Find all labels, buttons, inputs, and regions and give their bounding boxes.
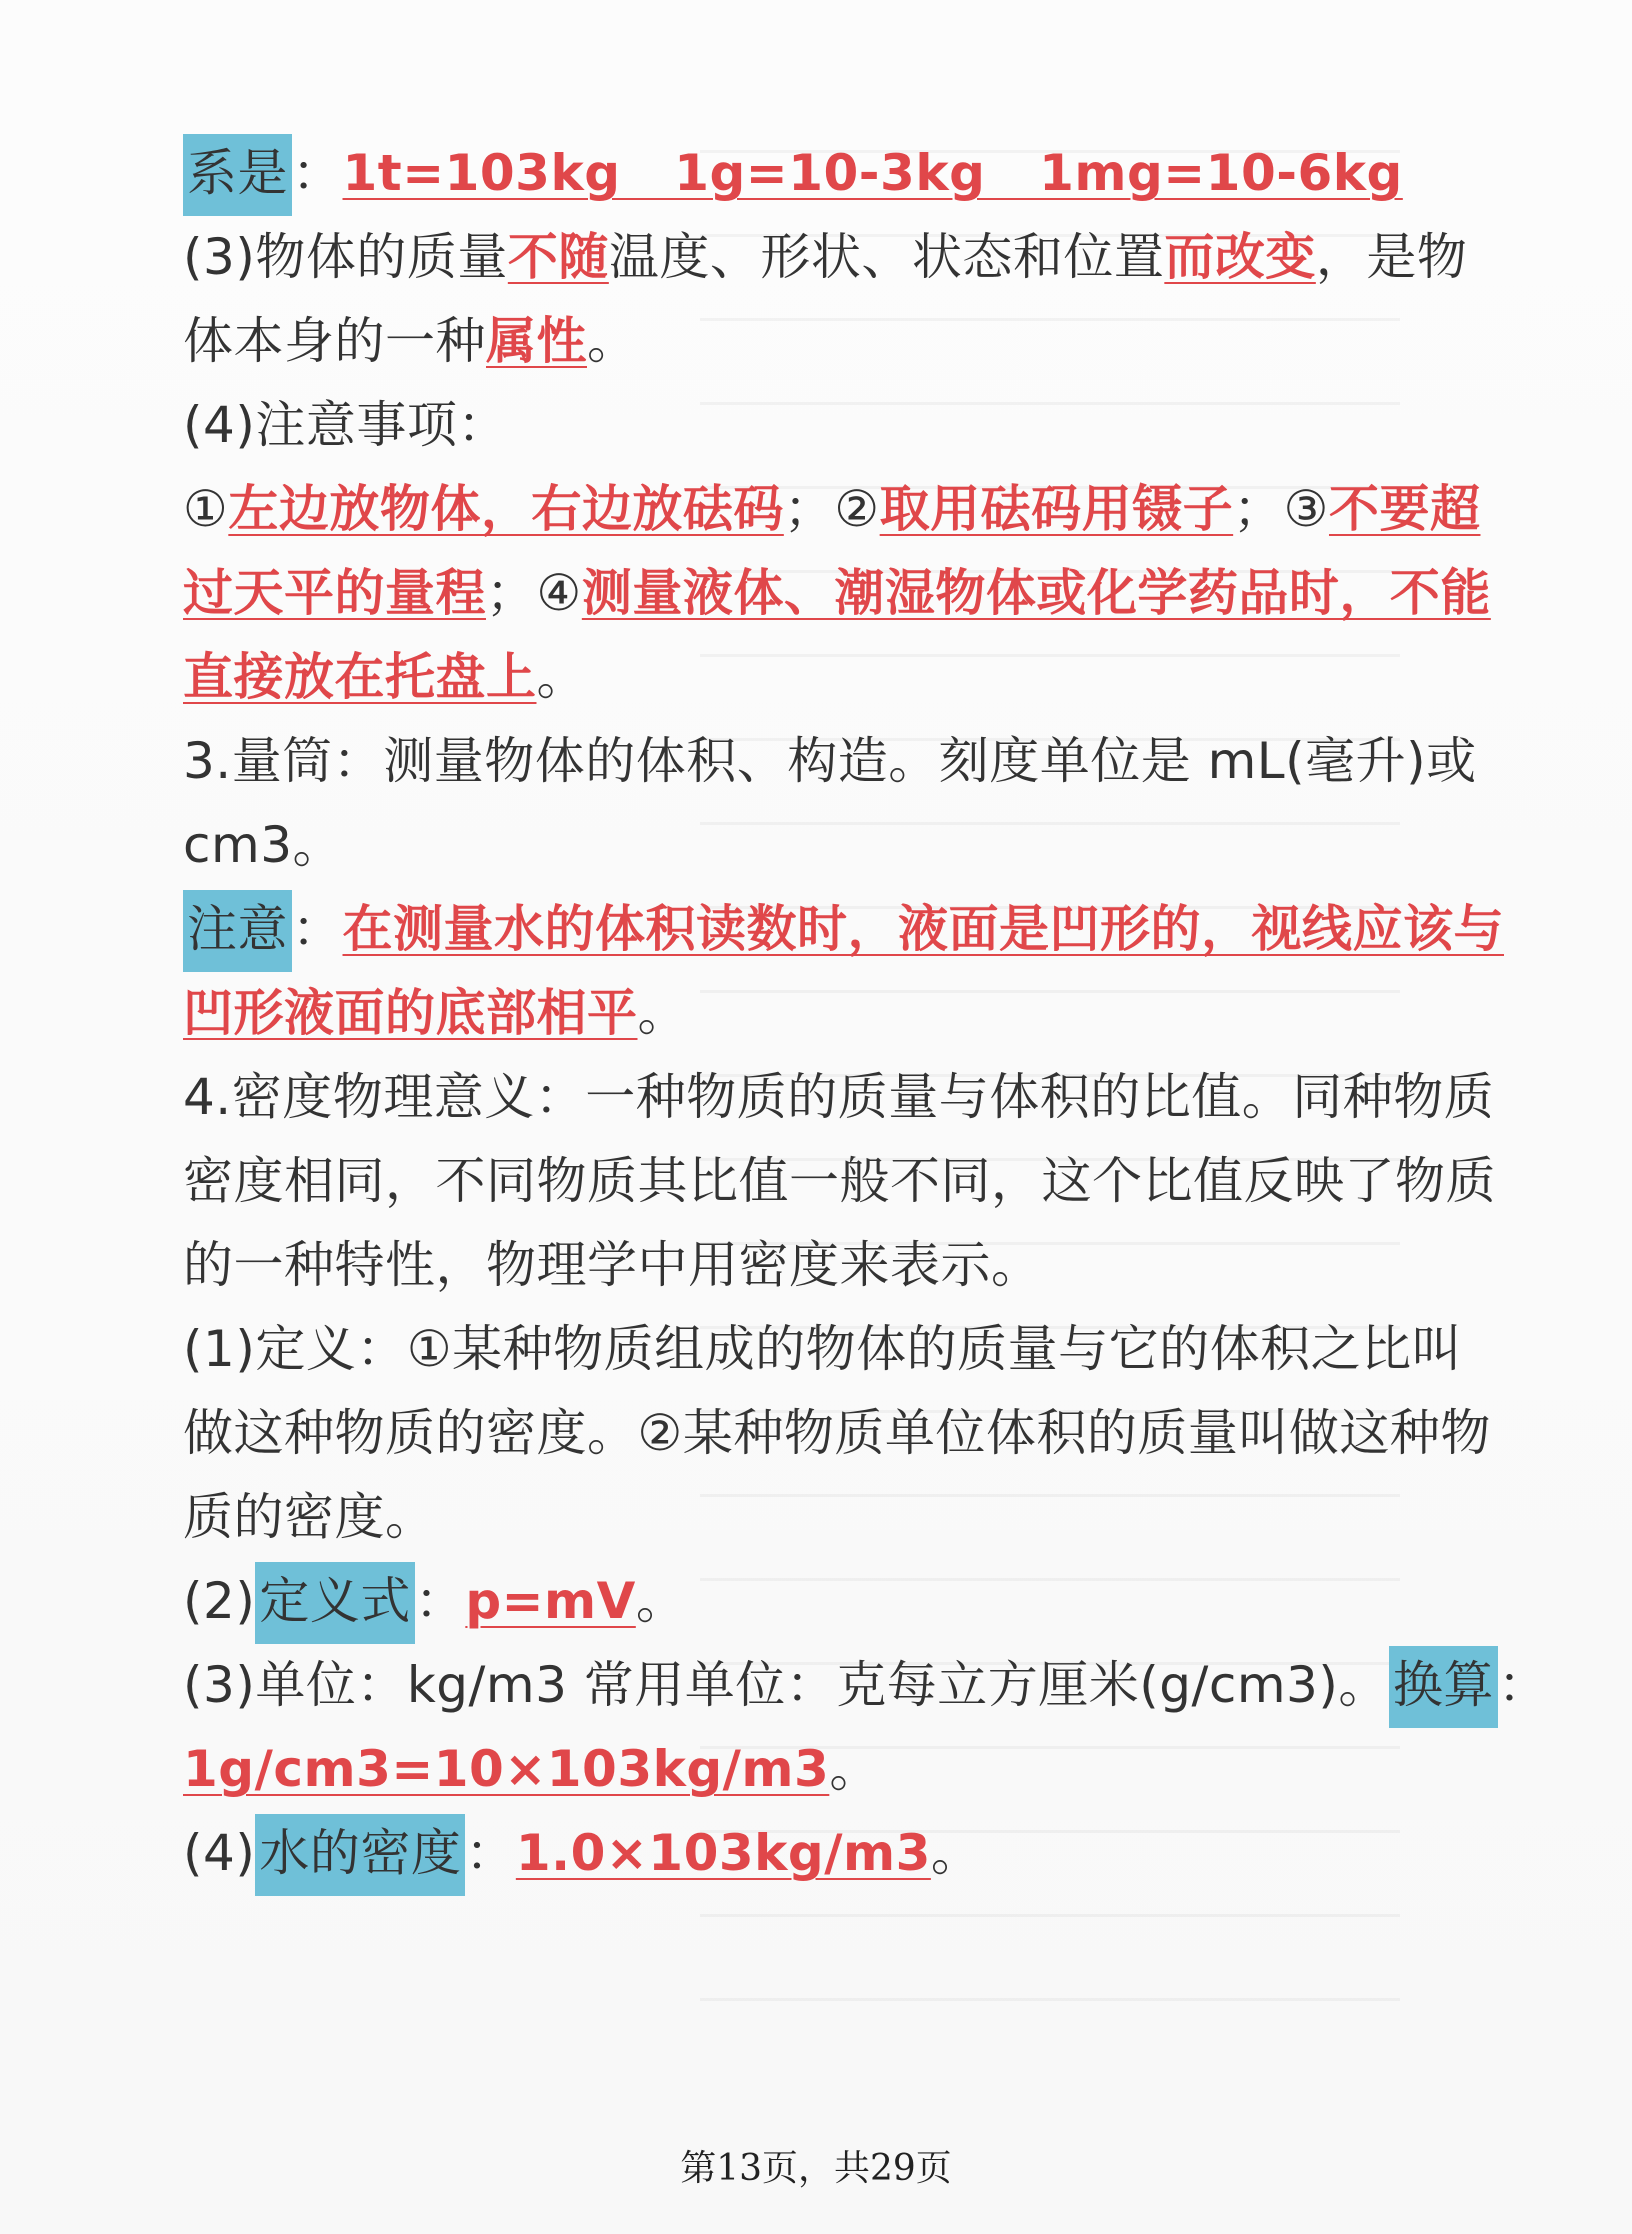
text: ① <box>183 480 229 538</box>
line-4 <box>183 383 1458 467</box>
highlight-label: 注意 <box>183 890 292 972</box>
text: ： <box>292 144 343 202</box>
key-point: 取用砝码用镊子 <box>879 480 1234 538</box>
line-20 <box>183 1727 1458 1811</box>
line-9 <box>183 803 1458 887</box>
text: 。 <box>536 648 587 706</box>
key-point: 1t=103kg 1g=10-3kg 1mg=10-6kg <box>342 144 1403 202</box>
text: 4.密度物理意义：一种物质的质量与体积的比值。同种物质 <box>183 1068 1495 1126</box>
line-18 <box>183 1559 1458 1643</box>
text: 体本身的一种 <box>183 312 486 370</box>
highlight-label: 定义式 <box>255 1562 415 1644</box>
key-point: 测量液体、潮湿物体或化学药品时，不能 <box>581 564 1491 622</box>
line-7 <box>183 635 1458 719</box>
line-2 <box>183 215 1468 299</box>
line-21 <box>183 1811 1458 1895</box>
highlight-label: 系是 <box>183 134 292 216</box>
text: ；② <box>783 480 880 538</box>
line-15 <box>183 1307 1463 1391</box>
text: 。 <box>930 1824 982 1882</box>
text: (3)物体的质量 <box>183 228 508 286</box>
text: ；④ <box>486 564 582 622</box>
key-point: 在测量水的体积读数时，液面是凹形的，视线应该与 <box>342 900 1504 958</box>
text: ： <box>1497 1656 1549 1714</box>
line-10 <box>183 887 1504 971</box>
text: (1)定义：①某种物质组成的物体的质量与它的体积之比叫 <box>183 1320 1463 1378</box>
key-point: 不要超 <box>1328 480 1481 538</box>
line-12 <box>183 1055 1495 1139</box>
highlight-label: 水的密度 <box>255 1814 465 1896</box>
key-point: 1g/cm3=10×103kg/m3 <box>183 1740 830 1798</box>
text: 。 <box>829 1740 880 1798</box>
text: 密度相同，不同物质其比值一般不同，这个比值反映了物质 <box>183 1152 1496 1210</box>
line-13 <box>183 1139 1496 1223</box>
line-3 <box>183 299 1458 383</box>
key-point: 凹形液面的底部相平 <box>183 984 638 1042</box>
text: 温度、形状、状态和位置 <box>608 228 1165 286</box>
line-1 <box>183 131 1458 215</box>
text: 3.量筒：测量物体的体积、构造。刻度单位是 mL(毫升)或 <box>183 732 1477 790</box>
line-17 <box>183 1475 1458 1559</box>
text: (2) <box>183 1572 256 1630</box>
text: ： <box>414 1572 466 1630</box>
key-point: 而改变 <box>1164 228 1316 286</box>
text: cm3。 <box>183 816 344 874</box>
text: 质的密度。 <box>183 1488 436 1546</box>
page-footer: 第13页，共29页 <box>680 2148 952 2189</box>
key-point: 属性 <box>486 312 587 370</box>
text: ： <box>465 1824 516 1882</box>
text: 。 <box>635 1572 687 1630</box>
line-8 <box>183 719 1477 803</box>
text: (4) <box>183 1824 256 1882</box>
main-text <box>183 131 1549 1895</box>
line-19 <box>183 1643 1549 1727</box>
text: ；③ <box>1233 480 1329 538</box>
text: ，是物 <box>1315 228 1468 286</box>
line-5 <box>183 467 1481 551</box>
key-point: 不随 <box>507 228 609 286</box>
key-point: 过天平的量程 <box>183 564 486 622</box>
text: 。 <box>587 312 638 370</box>
text: 的一种特性，物理学中用密度来表示。 <box>183 1236 1042 1294</box>
line-6 <box>183 551 1491 635</box>
highlight-label: 换算 <box>1389 1646 1498 1728</box>
key-point: p=mV <box>465 1572 636 1630</box>
text: 。 <box>637 984 688 1042</box>
text: ： <box>292 900 343 958</box>
line-16 <box>183 1391 1491 1475</box>
key-point: 左边放物体，右边放砝码 <box>228 480 784 538</box>
text: 做这种物质的密度。②某种物质单位体积的质量叫做这种物 <box>183 1404 1491 1462</box>
key-point: 直接放在托盘上 <box>183 648 537 706</box>
key-point: 1.0×103kg/m3 <box>515 1824 931 1882</box>
text: (3)单位：kg/m3 常用单位：克每立方厘米(g/cm3)。 <box>183 1656 1389 1714</box>
line-14 <box>183 1223 1458 1307</box>
line-11 <box>183 971 1458 1055</box>
text: (4)注意事项： <box>183 396 508 454</box>
